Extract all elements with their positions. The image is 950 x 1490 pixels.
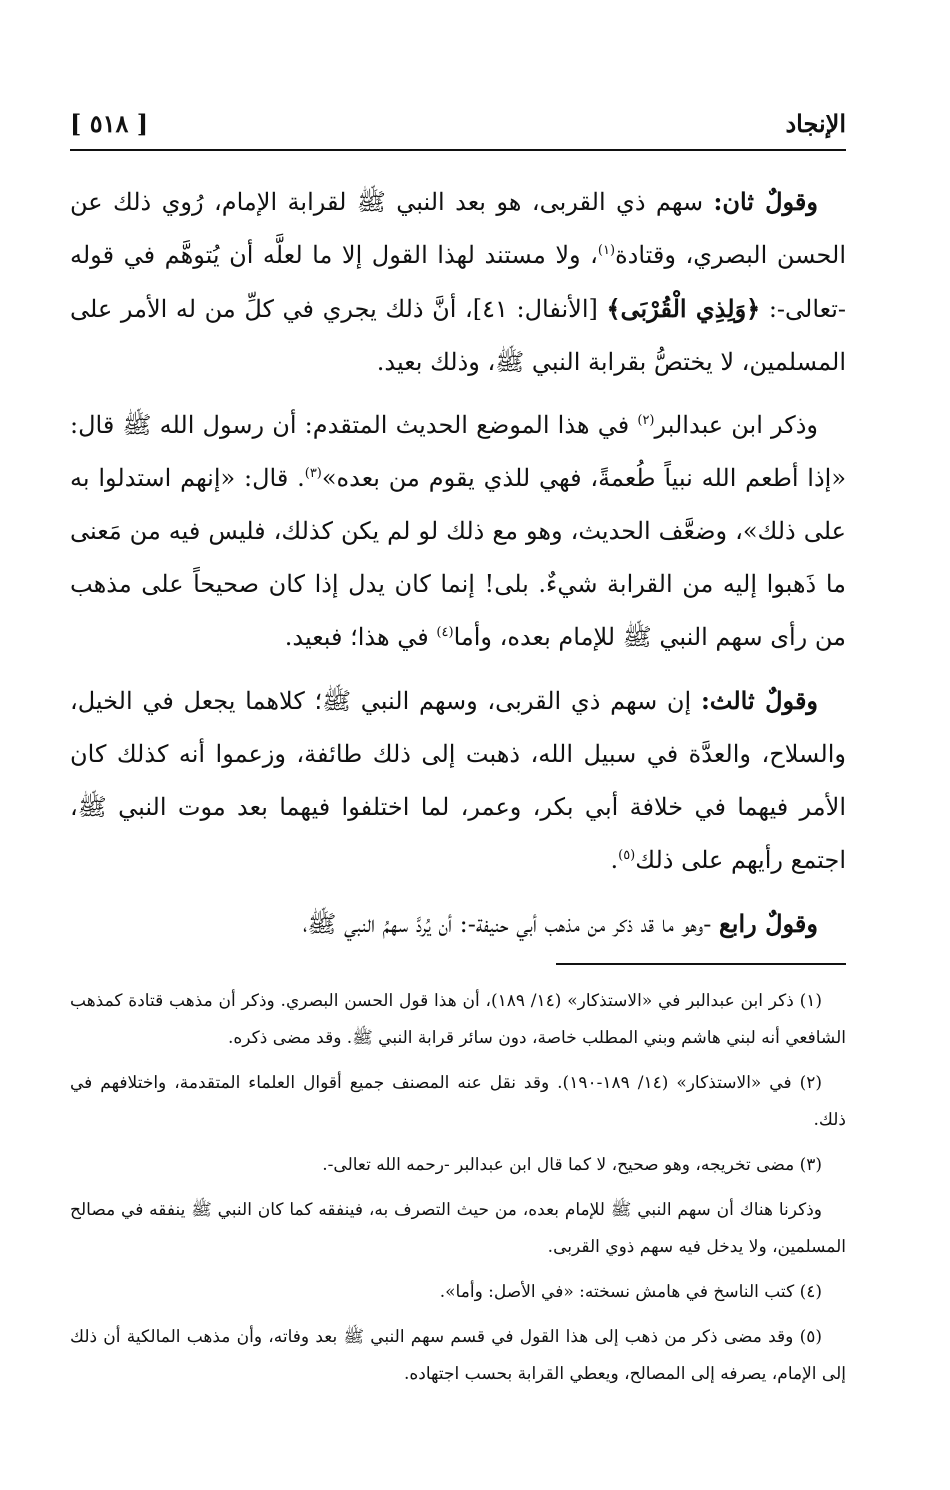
paragraph-text: سهم ذي القربى، هو بعد النبي ﷺ لقرابة الإمام، رُوي ذلك عن الحسن البصري، وقتادة <box>70 188 846 269</box>
footnote <box>70 1274 846 1311</box>
book-page <box>70 105 846 1405</box>
paragraph-text: إن سهم ذي القربى، وسهم النبي ﷺ؛ كلاهما يجعل في الخيل، والسلاح، والعدَّة في سبيل الله، ذهبت إلى ذلك طائفة، وزعموا أنه كذلك كان الأمر فيهما في خلافة أبي بكر، وعمر، لما اختلفوا فيهما بعد موت النبي ﷺ، اجتمع رأيهم على ذلك <box>70 687 846 874</box>
footnote-separator <box>556 963 846 965</box>
paragraph-text: في هذا؛ فبعيد. <box>284 623 437 651</box>
paragraph-lead: وقولٌ ثان: <box>713 187 818 216</box>
footnote-text: في «الاستذكار» (١٤/ ١٨٩-١٩٠). وقد نقل عنه المصنف جميع أقوال العلماء المتقدمة، واختلافهم في ذلك. <box>70 1073 846 1130</box>
footnote-number: (٣) <box>799 1155 822 1175</box>
paragraph-text: . <box>610 846 619 874</box>
footnote <box>70 983 846 1057</box>
page-number: [ ٥١٨ ] <box>70 109 149 138</box>
paragraph-third-opinion <box>70 674 846 887</box>
footnote-text: كتب الناسخ في هامش نسخته: «في الأصل: وأما». <box>439 1282 800 1302</box>
paragraph-text: في هذا الموضع الحديث المتقدم: أن رسول الله ﷺ قال: «إذا أطعم الله نبياً طُعمةً، فهي للذي يقوم من بعده» <box>70 411 846 492</box>
page-header <box>70 105 846 151</box>
paragraph-lead: وقولٌ ثالث: <box>700 686 818 715</box>
footnote-number: (٢) <box>799 1073 822 1093</box>
footnote-reference: (٣) <box>304 466 322 481</box>
main-text <box>70 175 846 951</box>
footnote-reference: (١) <box>597 243 616 258</box>
footnotes <box>70 983 846 1393</box>
paragraph-text: [الأنفال: ٤١]، أنَّ ذلك يجري في كلِّ من له الأمر على المسلمين، لا يختصُّ بقرابة النبي ﷺ، وذلك بعيد. <box>70 295 846 376</box>
paragraph-lead: وقولٌ رابع <box>719 909 818 938</box>
footnote-reference: (٥) <box>618 848 636 863</box>
footnote <box>70 1147 846 1184</box>
footnote <box>70 1065 846 1139</box>
footnote-continuation <box>70 1192 846 1266</box>
paragraph-text: وذكر ابن عبدالبر <box>654 411 818 439</box>
footnote-reference: (٤) <box>436 625 454 640</box>
paragraph-ibn-abdulbarr <box>70 399 846 664</box>
footnote-reference: (٢) <box>637 413 655 428</box>
quran-verse: ﴿وَلِذِي الْقُرْبَى﴾ <box>606 294 761 323</box>
paragraph-fourth-opinion <box>70 897 846 951</box>
footnote-text: وقد مضى ذكر من ذهب إلى هذا القول في قسم سهم النبي ﷺ بعد وفاته، وأن مذهب المالكية أن ذلك إلى الإمام، يصرفه إلى المصالح، ويعطي القرابة بحسب اجتهاده. <box>70 1327 846 1384</box>
paragraph-text: . قال: «إنهم استدلوا به على ذلك»، وضعَّف الحديث، وهو مع ذلك لو لم يكن كذلك، فليس فيه من مَعنى ما ذَهبوا إليه من القرابة شيءٌ. بلى! إنما كان يدل إذا كان صحيحاً على مذهب من رأى سهم النبي ﷺ للإمام بعده، وأما <box>70 464 846 651</box>
footnote-text: وذكرنا هناك أن سهم النبي ﷺ للإمام بعده، من حيث التصرف به، فينفقه كما كان النبي ﷺ ينفقه في مصالح المسلمين، ولا يدخل فيه سهم ذوي القربى. <box>70 1200 846 1257</box>
paragraph-text: -وهو ما قد ذكر من مذهب أبي حنيفة-: أن يُردَّ سهمُ النبي ﷺ، <box>302 910 720 938</box>
paragraph-second-opinion <box>70 175 846 389</box>
paragraph-text: ، ولا مستند لهذا القول إلا ما لعلَّه أن يُتوهَّم في قوله -تعالى-: <box>70 241 847 323</box>
footnote-text: ذكر ابن عبدالبر في «الاستذكار» (١٤/ ١٨٩)، أن هذا قول الحسن البصري. وذكر أن مذهب قتادة كمذهب الشافعي أنه لبني هاشم وبني المطلب خاصة، دون سائر قرابة النبي ﷺ. وقد مضى ذكره. <box>70 991 846 1048</box>
footnote-number: (٥) <box>799 1327 822 1347</box>
footnote <box>70 1319 846 1393</box>
footnote-number: (١) <box>799 991 822 1011</box>
running-title: الإنجاد <box>785 109 846 138</box>
footnote-text: مضى تخريجه، وهو صحيح، لا كما قال ابن عبدالبر -رحمه الله تعالى-. <box>322 1155 800 1175</box>
footnote-number: (٤) <box>799 1282 822 1302</box>
